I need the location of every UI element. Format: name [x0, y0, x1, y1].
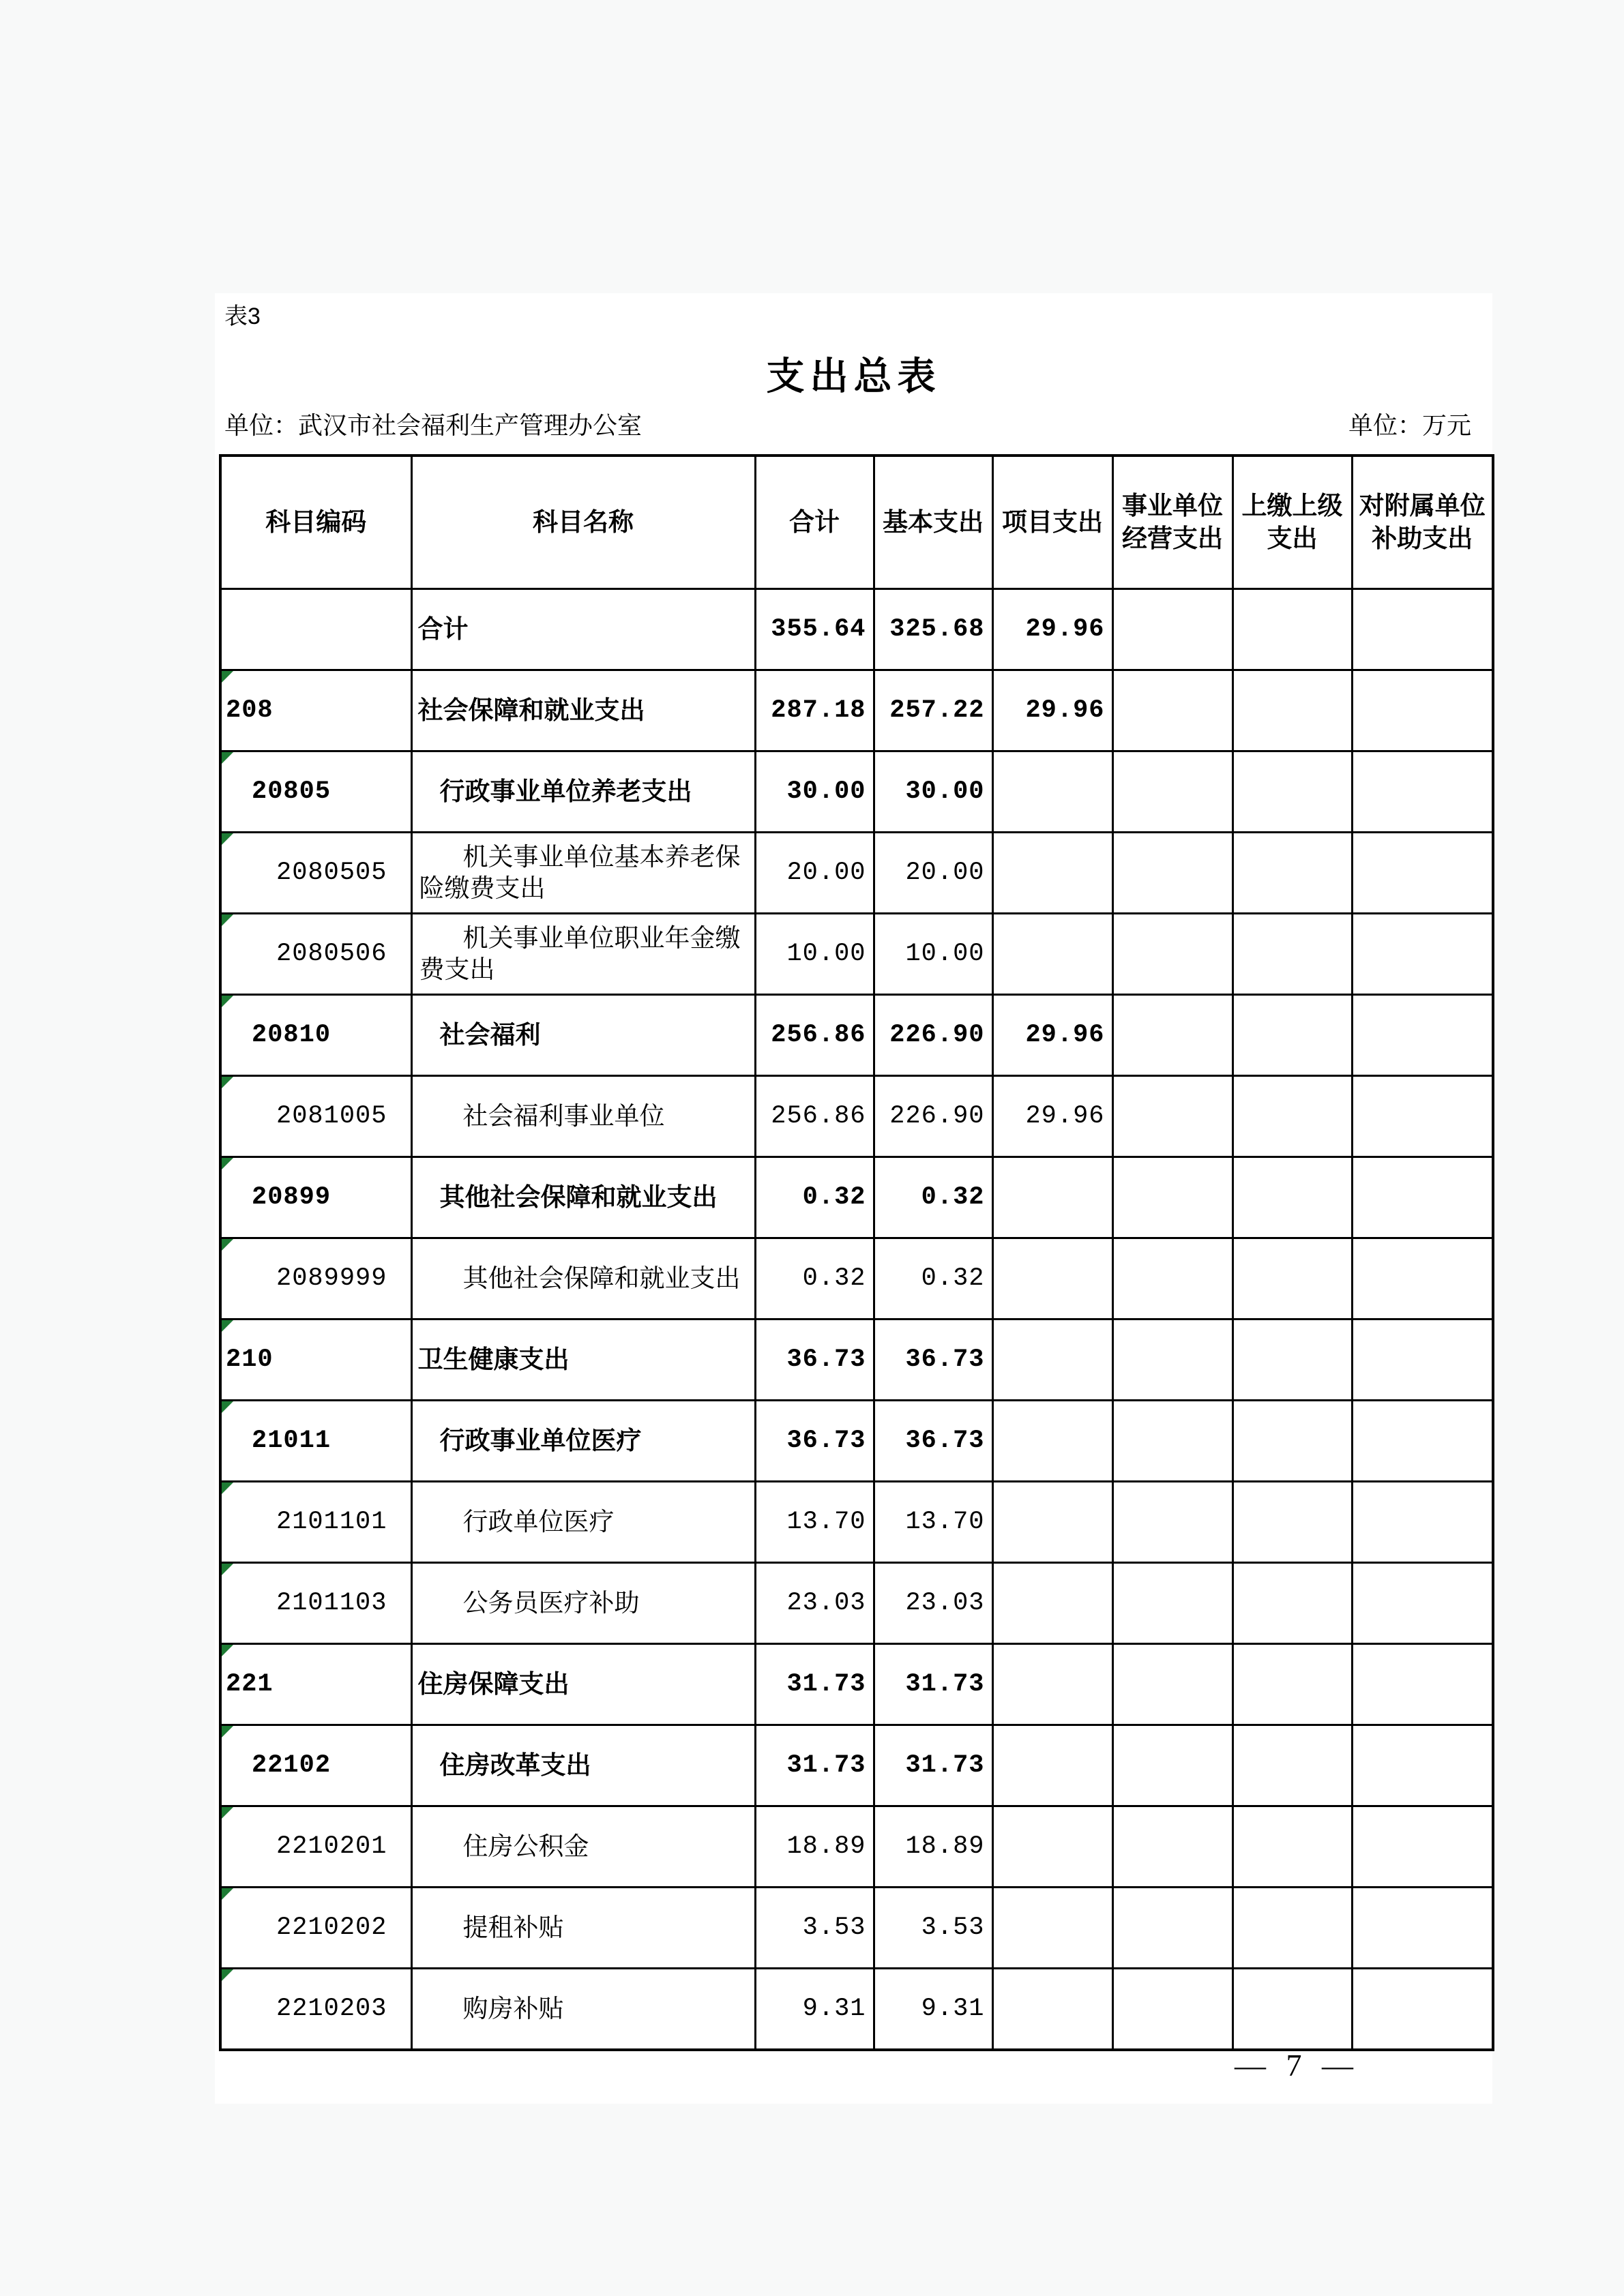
- cell-code: 208: [220, 670, 411, 751]
- cell-code: 2101101: [220, 1482, 411, 1563]
- cell-affiliate: [1352, 1644, 1493, 1725]
- cell-code: 2210202: [220, 1888, 411, 1969]
- cell-project: [992, 914, 1112, 995]
- table-row: [220, 589, 1493, 670]
- cell-code: [220, 589, 411, 670]
- cell-operating: [1112, 1806, 1232, 1888]
- cell-operating: [1112, 1888, 1232, 1969]
- cell-operating: [1112, 1725, 1232, 1806]
- cell-basic: 257.22: [874, 670, 992, 751]
- cell-total: 355.64: [755, 589, 874, 670]
- cell-basic: 0.32: [874, 1238, 992, 1320]
- cell-operating: [1112, 1157, 1232, 1238]
- table-row: [220, 1888, 1493, 1969]
- cell-code: 20810: [220, 995, 411, 1076]
- cell-basic: 226.90: [874, 995, 992, 1076]
- cell-project: 29.96: [992, 670, 1112, 751]
- header-basic: 基本支出: [874, 456, 992, 589]
- cell-affiliate: [1352, 1157, 1493, 1238]
- unit-organization: 单位：武汉市社会福利生产管理办公室: [224, 411, 643, 439]
- cell-total: 23.03: [755, 1563, 874, 1644]
- cell-upper: [1232, 1401, 1352, 1482]
- cell-operating: [1112, 751, 1232, 833]
- table-row: [220, 751, 1493, 833]
- cell-code: 2089999: [220, 1238, 411, 1320]
- cell-project: 29.96: [992, 1076, 1112, 1157]
- cell-operating: [1112, 833, 1232, 914]
- cell-basic: 18.89: [874, 1806, 992, 1888]
- cell-total: 13.70: [755, 1482, 874, 1563]
- cell-affiliate: [1352, 1076, 1493, 1157]
- cell-code: 2210201: [220, 1806, 411, 1888]
- cell-name: 住房公积金: [411, 1806, 755, 1888]
- cell-upper: [1232, 1563, 1352, 1644]
- cell-affiliate: [1352, 1482, 1493, 1563]
- cell-affiliate: [1352, 1401, 1493, 1482]
- cell-name: 行政事业单位医疗: [411, 1401, 755, 1482]
- cell-code: 2210203: [220, 1969, 411, 2051]
- cell-upper: [1232, 914, 1352, 995]
- cell-upper: [1232, 1725, 1352, 1806]
- header-affiliate: 对附属单位补助支出: [1352, 456, 1493, 589]
- cell-total: 10.00: [755, 914, 874, 995]
- cell-upper: [1232, 1320, 1352, 1401]
- cell-total: 256.86: [755, 1076, 874, 1157]
- header-project: 项目支出: [992, 456, 1112, 589]
- cell-project: [992, 1806, 1112, 1888]
- cell-project: [992, 1644, 1112, 1725]
- cell-operating: [1112, 1563, 1232, 1644]
- cell-project: [992, 751, 1112, 833]
- table-row: [220, 1238, 1493, 1320]
- unit-currency: 单位：万元: [1348, 411, 1471, 439]
- cell-name: 社会福利: [411, 995, 755, 1076]
- table-row: [220, 1969, 1493, 2051]
- cell-total: 30.00: [755, 751, 874, 833]
- cell-project: [992, 1725, 1112, 1806]
- cell-upper: [1232, 751, 1352, 833]
- cell-basic: 9.31: [874, 1969, 992, 2051]
- cell-project: [992, 1969, 1112, 2051]
- cell-affiliate: [1352, 589, 1493, 670]
- cell-project: [992, 1157, 1112, 1238]
- cell-upper: [1232, 1888, 1352, 1969]
- cell-upper: [1232, 1969, 1352, 2051]
- cell-name: 卫生健康支出: [411, 1320, 755, 1401]
- cell-operating: [1112, 1076, 1232, 1157]
- cell-name: 其他社会保障和就业支出: [411, 1157, 755, 1238]
- cell-name: 行政事业单位养老支出: [411, 751, 755, 833]
- cell-affiliate: [1352, 751, 1493, 833]
- cell-name: 购房补贴: [411, 1969, 755, 2051]
- cell-affiliate: [1352, 1888, 1493, 1969]
- cell-total: 31.73: [755, 1725, 874, 1806]
- cell-name: 提租补贴: [411, 1888, 755, 1969]
- header-row: [220, 456, 1493, 589]
- cell-upper: [1232, 833, 1352, 914]
- cell-name: 社会福利事业单位: [411, 1076, 755, 1157]
- cell-total: 36.73: [755, 1320, 874, 1401]
- cell-upper: [1232, 995, 1352, 1076]
- header-upper: 上缴上级支出: [1232, 456, 1352, 589]
- cell-basic: 325.68: [874, 589, 992, 670]
- cell-name: 公务员医疗补助: [411, 1563, 755, 1644]
- cell-project: [992, 1482, 1112, 1563]
- cell-total: 3.53: [755, 1888, 874, 1969]
- cell-basic: 226.90: [874, 1076, 992, 1157]
- cell-project: [992, 1563, 1112, 1644]
- cell-affiliate: [1352, 1725, 1493, 1806]
- cell-project: [992, 1888, 1112, 1969]
- cell-operating: [1112, 1401, 1232, 1482]
- cell-code: 20899: [220, 1157, 411, 1238]
- cell-operating: [1112, 670, 1232, 751]
- cell-code: 2081005: [220, 1076, 411, 1157]
- cell-project: 29.96: [992, 589, 1112, 670]
- cell-name: 住房改革支出: [411, 1725, 755, 1806]
- cell-code: 2101103: [220, 1563, 411, 1644]
- cell-project: [992, 1401, 1112, 1482]
- cell-project: [992, 833, 1112, 914]
- cell-operating: [1112, 1644, 1232, 1725]
- cell-code: 22102: [220, 1725, 411, 1806]
- cell-total: 0.32: [755, 1157, 874, 1238]
- cell-total: 0.32: [755, 1238, 874, 1320]
- cell-basic: 3.53: [874, 1888, 992, 1969]
- cell-upper: [1232, 1482, 1352, 1563]
- cell-basic: 31.73: [874, 1644, 992, 1725]
- cell-total: 287.18: [755, 670, 874, 751]
- header-name: 科目名称: [411, 456, 755, 589]
- cell-total: 256.86: [755, 995, 874, 1076]
- cell-affiliate: [1352, 1969, 1493, 2051]
- table-label: 表3: [224, 303, 261, 329]
- table-row: [220, 1725, 1493, 1806]
- cell-code: 2080506: [220, 914, 411, 995]
- cell-operating: [1112, 1320, 1232, 1401]
- cell-name: 住房保障支出: [411, 1644, 755, 1725]
- cell-affiliate: [1352, 1238, 1493, 1320]
- cell-operating: [1112, 1238, 1232, 1320]
- cell-upper: [1232, 589, 1352, 670]
- cell-code: 2080505: [220, 833, 411, 914]
- cell-project: [992, 1320, 1112, 1401]
- table-row: [220, 914, 1493, 995]
- cell-code: 20805: [220, 751, 411, 833]
- cell-upper: [1232, 1238, 1352, 1320]
- cell-operating: [1112, 914, 1232, 995]
- cell-name: 行政单位医疗: [411, 1482, 755, 1563]
- cell-total: 31.73: [755, 1644, 874, 1725]
- cell-affiliate: [1352, 914, 1493, 995]
- header-operating: 事业单位经营支出: [1112, 456, 1232, 589]
- table-row: [220, 1806, 1493, 1888]
- cell-upper: [1232, 1806, 1352, 1888]
- table-row: [220, 833, 1493, 914]
- cell-code: 221: [220, 1644, 411, 1725]
- cell-basic: 13.70: [874, 1482, 992, 1563]
- cell-code: 210: [220, 1320, 411, 1401]
- table-row: [220, 995, 1493, 1076]
- cell-name: 其他社会保障和就业支出: [411, 1238, 755, 1320]
- header-code: 科目编码: [220, 456, 411, 589]
- cell-project: [992, 1238, 1112, 1320]
- cell-basic: 36.73: [874, 1401, 992, 1482]
- table-row: [220, 1320, 1493, 1401]
- cell-affiliate: [1352, 833, 1493, 914]
- cell-total: 18.89: [755, 1806, 874, 1888]
- cell-basic: 10.00: [874, 914, 992, 995]
- cell-basic: 36.73: [874, 1320, 992, 1401]
- table-row: [220, 1157, 1493, 1238]
- cell-basic: 20.00: [874, 833, 992, 914]
- cell-basic: 0.32: [874, 1157, 992, 1238]
- cell-upper: [1232, 1076, 1352, 1157]
- cell-name: 机关事业单位基本养老保险缴费支出: [411, 833, 755, 914]
- cell-total: 20.00: [755, 833, 874, 914]
- cell-basic: 31.73: [874, 1725, 992, 1806]
- cell-operating: [1112, 589, 1232, 670]
- cell-name: 社会保障和就业支出: [411, 670, 755, 751]
- expenditure-table: [219, 454, 1494, 2051]
- cell-operating: [1112, 1482, 1232, 1563]
- cell-affiliate: [1352, 1806, 1493, 1888]
- cell-affiliate: [1352, 1563, 1493, 1644]
- table-row: [220, 1644, 1493, 1725]
- page: [215, 293, 1492, 2104]
- table-row: [220, 1401, 1493, 1482]
- cell-code: 21011: [220, 1401, 411, 1482]
- cell-name: 合计: [411, 589, 755, 670]
- cell-basic: 30.00: [874, 751, 992, 833]
- table-row: [220, 1482, 1493, 1563]
- cell-affiliate: [1352, 670, 1493, 751]
- cell-basic: 23.03: [874, 1563, 992, 1644]
- page-title: 支出总表: [766, 355, 941, 398]
- page-number: — 7 —: [1235, 2048, 1355, 2083]
- cell-upper: [1232, 1157, 1352, 1238]
- cell-affiliate: [1352, 995, 1493, 1076]
- unit-row: [224, 411, 1471, 441]
- cell-name: 机关事业单位职业年金缴费支出: [411, 914, 755, 995]
- table-row: [220, 1076, 1493, 1157]
- table-row: [220, 670, 1493, 751]
- cell-total: 9.31: [755, 1969, 874, 2051]
- cell-project: 29.96: [992, 995, 1112, 1076]
- cell-upper: [1232, 670, 1352, 751]
- cell-upper: [1232, 1644, 1352, 1725]
- cell-operating: [1112, 995, 1232, 1076]
- cell-operating: [1112, 1969, 1232, 2051]
- cell-affiliate: [1352, 1320, 1493, 1401]
- cell-total: 36.73: [755, 1401, 874, 1482]
- header-total: 合计: [755, 456, 874, 589]
- table-row: [220, 1563, 1493, 1644]
